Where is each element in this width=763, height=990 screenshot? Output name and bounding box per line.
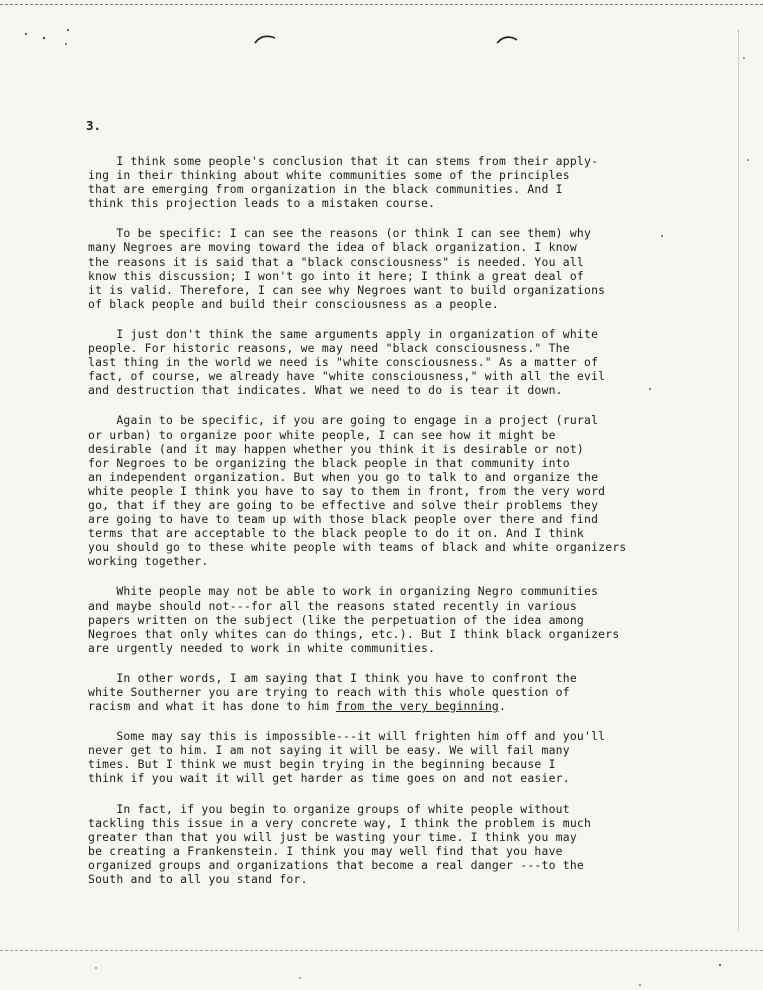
text-line xyxy=(88,699,688,713)
text-line: people. For historic reasons, we may need "black consciousness." The xyxy=(88,341,570,356)
text-line: greater than that you will just be wasting your time. I think you may xyxy=(88,829,577,844)
text-line: and maybe should not---for all the reasons stated recently in various xyxy=(88,598,577,613)
text-line: never get to him. I am not saying it will be easy. We will fail many xyxy=(88,743,570,758)
page-number: 3. xyxy=(86,118,102,133)
text-line: many Negroes are moving toward the idea of black organization. I know xyxy=(88,240,577,255)
text-line: desirable (and it may happen whether you think it is desirable or not) xyxy=(88,441,585,456)
letter-body xyxy=(88,154,688,902)
text-line: Some may say this is impossible---it will frighten him off and you'll xyxy=(88,729,606,744)
text-line: go, that if they are going to be effective and solve their problems they xyxy=(88,497,599,512)
text-line: I just don't think the same arguments apply in organization of white xyxy=(88,326,599,341)
text-line: think this projection leads to a mistaken course. xyxy=(88,196,436,211)
text-line: be creating a Frankenstein. I think you may well find that you have xyxy=(88,843,563,858)
text-line: you should go to these white people with teams of black and white organizers xyxy=(88,540,627,555)
text-line: think if you wait it will get harder as time goes on and not easier. xyxy=(88,771,570,786)
text-line: times. But I think we must begin trying in the beginning because I xyxy=(88,757,556,772)
text-line: it is valid. Therefore, I can see why Negroes want to build organizations xyxy=(88,282,606,297)
text-line: tackling this issue in a very concrete way, I think the problem is much xyxy=(88,815,592,830)
paragraph xyxy=(88,413,688,568)
text-line: Again to be specific, if you are going to engage in a project (rural xyxy=(88,413,599,428)
underlined-phrase: from the very beginning xyxy=(336,699,499,714)
text-line: know this discussion; I won't go into it here; I think a great deal of xyxy=(88,268,585,283)
text-line: for Negroes to be organizing the black people in that community into xyxy=(88,455,570,470)
paragraph xyxy=(88,327,688,397)
text-line: papers written on the subject (like the perpetuation of the idea among xyxy=(88,612,585,627)
paragraph xyxy=(88,154,688,210)
text-line: working together. xyxy=(88,554,209,569)
text-line: In other words, I am saying that I think you have to confront the xyxy=(88,670,577,685)
text-line: white Southerner you are trying to reach with this whole question of xyxy=(88,685,570,699)
paragraph xyxy=(88,226,688,311)
text-line: fact, of course, we already have "white consciousness," with all the evil xyxy=(88,369,606,384)
text-line: white people I think you have to say to them in front, from the very word xyxy=(88,483,606,498)
text-line: of black people and build their consciousness as a people. xyxy=(88,296,499,311)
text-line: I think some people's conclusion that it can stems from their apply- xyxy=(88,154,599,168)
paragraph xyxy=(88,802,688,887)
text-line: South and to all you stand for. xyxy=(88,872,308,887)
paragraph xyxy=(88,671,688,713)
text-line: the reasons it is said that a "black consciousness" is needed. You all xyxy=(88,254,585,269)
text-line: Negroes that only whites can do things, etc.). But I think black organizers xyxy=(88,626,620,641)
paragraph xyxy=(88,584,688,654)
text-fragment: . xyxy=(499,699,507,714)
text-line: an independent organization. But when you go to talk to and organize the xyxy=(88,469,599,484)
text-fragment: racism and what it has done to him xyxy=(88,699,337,714)
text-line: organized groups and organizations that become a real danger ---to the xyxy=(88,857,585,872)
text-line: and destruction that indicates. What we need to do is tear it down. xyxy=(88,383,563,398)
text-line: terms that are acceptable to the black people to do it on. And I think xyxy=(88,526,585,541)
text-line: last thing in the world we need is "white consciousness." As a matter of xyxy=(88,355,599,370)
paragraph xyxy=(88,729,688,785)
text-line: that are emerging from organization in the black communities. And I xyxy=(88,182,563,197)
text-line: White people may not be able to work in organizing Negro communities xyxy=(88,584,599,599)
text-line: To be specific: I can see the reasons (or think I can see them) why xyxy=(88,226,592,241)
text-line: are going to have to team up with those black people over there and find xyxy=(88,512,599,527)
text-line: or urban) to organize poor white people, I can see how it might be xyxy=(88,427,556,442)
text-line: ing in their thinking about white communities some of the principles xyxy=(88,168,570,183)
text-line: In fact, if you begin to organize groups of white people without xyxy=(88,801,570,816)
text-line: are urgently needed to work in white communities. xyxy=(88,640,436,655)
